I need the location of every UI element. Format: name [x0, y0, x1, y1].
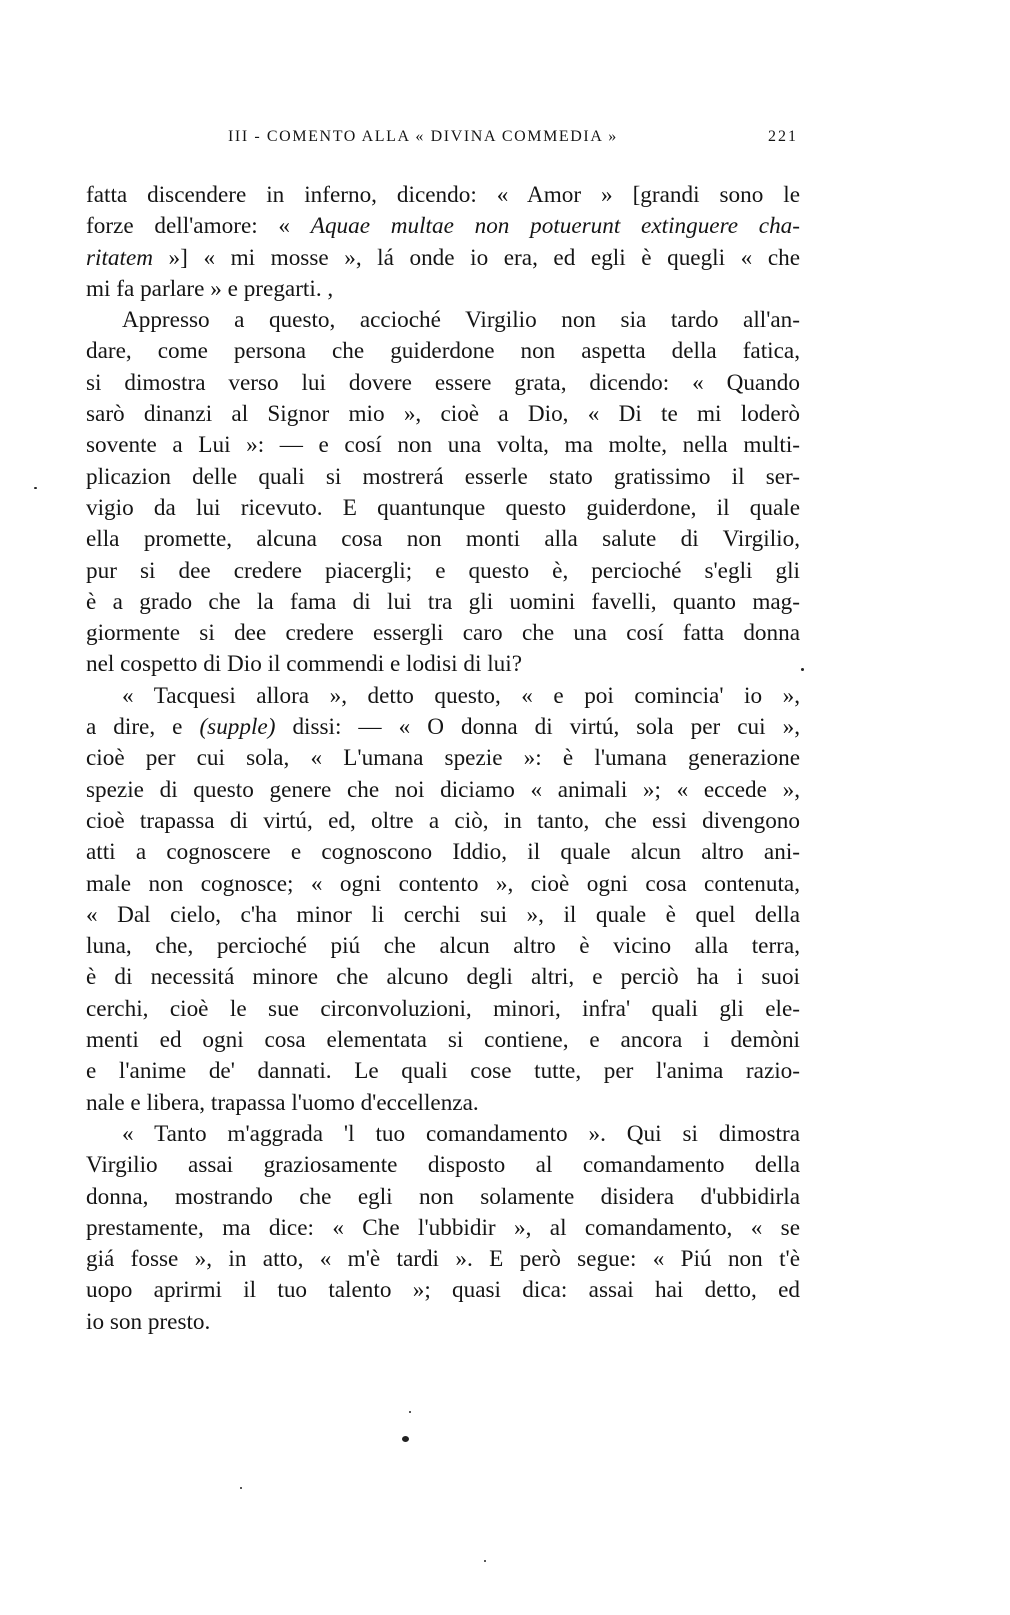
text-line: sarò dinanzi al Signor mio », cioè a Dio, « Di te mi loderò [86, 401, 800, 428]
text-line: e l'anime de' dannati. Le quali cose tutte, per l'anima razio- [86, 1058, 800, 1085]
scan-speck [240, 1487, 242, 1489]
editorial-note: (supple) [199, 714, 276, 741]
text-line: io son presto. [86, 1308, 211, 1335]
text-line: prestamente, ma dice: « Che l'ubbidir », al comandamento, « se [86, 1214, 800, 1241]
paragraph-1 [86, 180, 800, 305]
text-line: male non cognosce; « ogni contento », cioè ogni cosa contenuta, [86, 870, 800, 897]
text-line: donna, mostrando che egli non solamente disidera d'ubbidirla [86, 1183, 800, 1210]
text-line [86, 211, 800, 242]
text-line: luna, che, percioché piú che alcun altro è vicino alla terra, [86, 933, 800, 960]
text-line: spezie di questo genere che noi diciamo « animali »; « eccede », [86, 776, 800, 803]
running-head [228, 128, 798, 152]
paragraph-2 [86, 305, 800, 681]
scan-speck [484, 1560, 486, 1562]
text-line: fatta discendere in inferno, dicendo: « Amor » [grandi sono le [86, 182, 800, 208]
text-line: è di necessitá minore che alcuno degli altri, e perciò ha i suoi [86, 964, 800, 991]
text-line: si dimostra verso lui dovere essere grata, dicendo: « Quando [86, 369, 800, 396]
running-head-title: III - COMENTO ALLA « DIVINA COMMEDIA » [228, 128, 618, 145]
text-line: cerchi, cioè le sue circonvoluzioni, minori, infra' quali gli ele- [86, 995, 800, 1022]
text-line: uopo aprirmi il tuo talento »; quasi dica: assai hai detto, ed [86, 1277, 800, 1304]
text-line: sovente a Lui »: — e cosí non una volta, ma molte, nella multi- [86, 432, 800, 459]
scan-speck [801, 668, 804, 671]
scan-speck [34, 487, 37, 489]
latin-quote: Aquae multae non potuerunt extinguere cha- [310, 213, 800, 240]
text-line: cioè trapassa di virtú, ed, oltre a ciò, in tanto, che essi divengono [86, 807, 800, 834]
text-line: nale e libera, trapassa l'uomo d'eccellenza. [86, 1089, 479, 1116]
text-line [86, 243, 800, 274]
text-line: giá fosse », in atto, « m'è tardi ». E però segue: « Piú non t'è [86, 1246, 800, 1273]
paragraph-4 [86, 1119, 800, 1338]
text-line: Appresso a questo, accioché Virgilio non sia tardo all'an- [122, 307, 800, 334]
text-fragment: forze dell'amore: « [86, 213, 311, 240]
page-number: 221 [768, 128, 798, 145]
text-line: « Tacquesi allora », detto questo, « e poi comincia' io », [122, 682, 800, 709]
text-line: menti ed ogni cosa elementata si contiene, e ancora i demòni [86, 1027, 800, 1054]
text-line: cioè per cui sola, « L'umana spezie »: è l'umana generazione [86, 745, 800, 772]
text-line: mi fa parlare » e pregarti. , [86, 275, 334, 302]
text-line: « Tanto m'aggrada 'l tuo comandamento ». Qui si dimostra [122, 1120, 800, 1147]
text-line: nel cospetto di Dio il commendi e lodisi di lui? [86, 651, 522, 678]
text-line: Virgilio assai graziosamente disposto al comandamento della [86, 1152, 800, 1179]
scan-speck [409, 1411, 411, 1413]
text-line: è a grado che la fama di lui tra gli uomini favelli, quanto mag- [86, 588, 800, 615]
text-fragment: dissi: — « O donna di virtú, sola per cui », [275, 714, 800, 741]
text-fragment: »] « mi mosse », lá onde io era, ed egli è quegli « che [152, 244, 800, 271]
text-line [86, 712, 800, 743]
text-fragment: a dire, e [86, 714, 200, 741]
paragraph-3 [86, 681, 800, 1119]
text-line: « Dal cielo, c'ha minor li cerchi sui », il quale è quel della [86, 901, 800, 928]
text-line: pur si dee credere piacergli; e questo è, percioché s'egli gli [86, 557, 800, 584]
scan-speck [402, 1436, 409, 1442]
text-line: giormente si dee credere essergli caro che una cosí fatta donna [86, 620, 800, 647]
latin-quote: ritatem [86, 244, 153, 271]
body-text [86, 180, 800, 1338]
text-line: dare, come persona che guiderdone non aspetta della fatica, [86, 338, 800, 365]
text-line: ella promette, alcuna cosa non monti alla salute di Virgilio, [86, 526, 800, 553]
text-line: atti a cognoscere e cognoscono Iddio, il quale alcun altro ani- [86, 839, 800, 866]
text-line: plicazion delle quali si mostrerá esserle stato gratissimo il ser- [86, 463, 800, 490]
text-line: vigio da lui ricevuto. E quantunque questo guiderdone, il quale [86, 494, 800, 521]
